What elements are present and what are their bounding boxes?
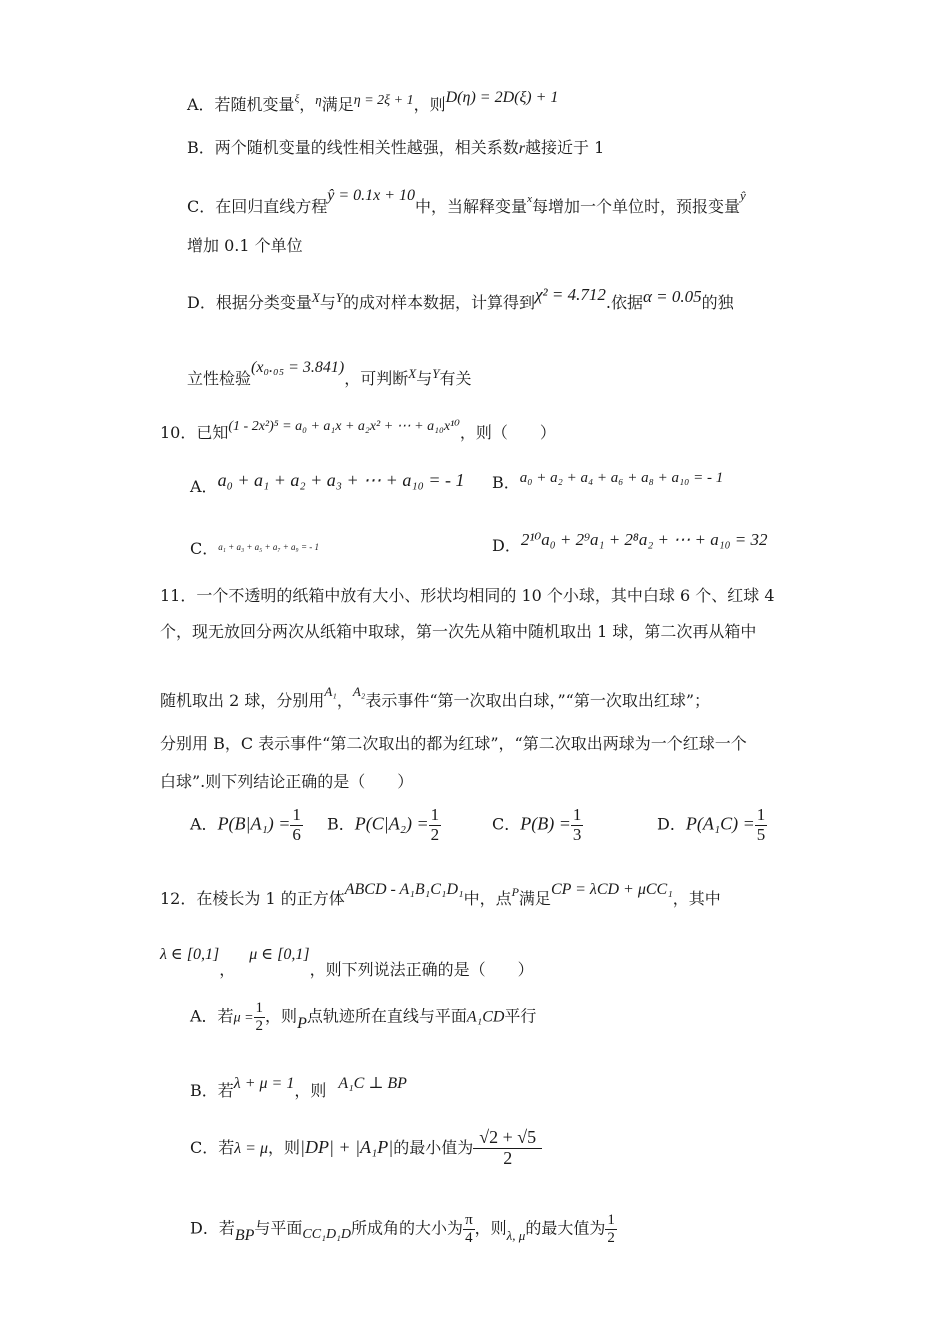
q9-a-label: A．若随机变量 — [187, 95, 295, 114]
q10-option-b — [492, 470, 723, 493]
q11-c-fraction — [571, 806, 584, 844]
q9-d-yu2: 与 — [416, 369, 433, 388]
q10-b-expr: a₀ + a₂ + a₄ + a₆ + a₈ + a₁₀ = - 1 — [519, 470, 724, 486]
q9-option-a — [187, 88, 558, 115]
q12-a-t1: ，则 — [265, 1006, 298, 1026]
q11-option-d — [657, 806, 767, 844]
q12-d-label: D．若 — [190, 1218, 235, 1238]
q12-line2-sep: ， — [219, 960, 236, 979]
q9-d-x: X — [311, 290, 320, 305]
q12-c-expr: |DP| + |A₁P| — [300, 1136, 394, 1157]
q12-a-fraction — [254, 1000, 266, 1034]
q9-d-line2a: 立性检验 — [187, 369, 252, 388]
q12-option-b — [190, 1070, 407, 1100]
q12-c-t1: ，则 — [268, 1137, 301, 1157]
q9-d-chi: χ² = 4.712 — [535, 285, 606, 304]
q11-c-lhs: P(B) = — [520, 813, 571, 834]
q11-option-c — [492, 806, 583, 844]
q11-a-den: 6 — [292, 824, 301, 844]
q9-d-line2 — [187, 358, 472, 389]
q11-d-lhs: P(A₁C) = — [685, 813, 755, 834]
q10-stem — [160, 418, 556, 443]
q12-c-cond: λ = μ — [234, 1139, 269, 1157]
q12-option-c — [190, 1128, 542, 1169]
q12-b-t1: ，则 — [294, 1081, 327, 1100]
q9-d-critical: (x₀.₀₅ = 3.841) — [251, 359, 345, 376]
q10-option-d — [492, 530, 768, 556]
q11-d-den: 5 — [756, 824, 766, 844]
q9-d-x2: X — [408, 366, 417, 381]
q9-a-equation: η = 2ξ + 1 — [353, 93, 414, 108]
q12-line2 — [160, 944, 534, 979]
q10-a-label: A． — [190, 477, 218, 496]
q12-mu-range: μ ∈ [0,1] — [249, 946, 310, 963]
q12-c-num: √2 + √5 — [473, 1128, 542, 1149]
q12-stem2: 中，点 — [463, 889, 512, 908]
q10-b-label: B． — [492, 473, 520, 492]
q9-c-line2: 增加 0.1 个单位 — [187, 236, 303, 255]
q12-cube: ABCD - A₁B₁C₁D₁ — [344, 881, 464, 898]
q11-b-num: 1 — [430, 805, 440, 824]
q11-c-num: 1 — [572, 805, 582, 824]
q9-d-line2b: ，可判断 — [344, 369, 409, 388]
q11-a-label: A． — [190, 814, 218, 834]
q11-c-den: 3 — [572, 824, 582, 844]
q11-line3 — [160, 684, 710, 711]
q11-a1: A₁ — [324, 684, 337, 699]
q9-d-text4: 的独 — [701, 293, 734, 312]
q11-a-lhs: P(B|A₁) = — [217, 813, 291, 834]
q10-a-expr: a₀ + a₁ + a₂ + a₃ + ⋯ + a₁₀ = - 1 — [217, 470, 465, 490]
q10-expansion: (1 - 2x²)⁵ = a₀ + a₁x + a₂x² + ⋯ + a₁₀x¹⁰ — [228, 419, 460, 434]
q9-d-text2: 的成对样本数据，计算得到 — [343, 293, 536, 312]
q11-b-fraction — [429, 806, 442, 844]
q12-a-den: 2 — [255, 1017, 264, 1034]
q9-c-x: x — [527, 193, 532, 205]
q12-d-fraction-pi — [463, 1212, 475, 1246]
q12-d-den: 4 — [465, 1229, 473, 1246]
q10-option-a — [190, 470, 464, 497]
q9-d-y: Y — [335, 290, 344, 305]
q12-a-p: P — [297, 1014, 307, 1032]
q12-a-t2: 点轨迹所在直线与平面 — [306, 1006, 467, 1026]
q9-a-eta: η — [315, 92, 322, 107]
q11-comma: ， — [336, 691, 353, 710]
q12-stem3: 满足 — [518, 889, 551, 908]
q9-a-then: ，则 — [413, 95, 446, 114]
q9-d-alpha: α = 0.05 — [642, 287, 702, 306]
q9-c-equation: ŷ = 0.1x + 10 — [327, 187, 416, 204]
q11-line4: 分别用 B，C 表示事件“第二次取出的都为红球”，“第二次取出两球为一个红球一个 — [160, 734, 747, 753]
q12-d-den2: 2 — [607, 1229, 615, 1246]
q9-c-text: C．在回归直线方程 — [187, 197, 328, 216]
q9-a-result: D(η) = 2D(ξ) + 1 — [445, 89, 559, 106]
q12-d-t2: 所成角的大小为 — [351, 1218, 464, 1238]
q12-p: P — [511, 885, 519, 899]
q12-option-d — [190, 1212, 617, 1246]
q12-vector: CP = λCD + μCC₁ — [550, 881, 673, 898]
q12-d-t1: 与平面 — [254, 1218, 303, 1238]
q11-option-a — [190, 806, 303, 844]
q11-line1: 11．一个不透明的纸箱中放有大小、形状均相同的 10 个小球，其中白球 6 个、红球 4 — [160, 586, 775, 605]
q12-a-label: A．若 — [190, 1006, 234, 1026]
q12-d-t4: 的最大值为 — [525, 1218, 606, 1238]
q9-c-text3: 每增加一个单位时，预报变量 — [531, 197, 740, 216]
q12-d-lambda-mu: λ, μ — [506, 1227, 526, 1243]
q12-d-t3: ，则 — [474, 1218, 507, 1238]
q12-line2c: ，则下列说法正确的是（ ） — [309, 960, 534, 979]
q9-a-sep: ， — [299, 95, 316, 114]
q10-stem2: ，则（ ） — [459, 423, 556, 442]
q9-option-c — [187, 186, 746, 217]
q12-a-num: 1 — [255, 1000, 264, 1016]
q10-d-expr: 2¹⁰a₀ + 2⁹a₁ + 2⁸a₂ + ⋯ + a₁₀ = 32 — [520, 530, 768, 549]
q12-d-num2: 1 — [607, 1212, 615, 1228]
q12-d-bp: BP — [234, 1226, 255, 1244]
q12-stem — [160, 880, 721, 909]
q9-a-mid: 满足 — [321, 95, 354, 114]
q12-a-cond: μ = — [233, 1010, 254, 1026]
q12-d-plane: CC₁D₁D — [302, 1226, 352, 1242]
q9-d-y2: Y — [432, 366, 440, 381]
q9-d-text: D．根据分类变量 — [187, 293, 312, 312]
q12-a-t3: 平行 — [504, 1006, 537, 1026]
q10-c-label: C． — [190, 539, 219, 558]
q12-c-fraction — [473, 1128, 542, 1169]
q12-option-a — [190, 1000, 536, 1034]
q12-b-cond: λ + μ = 1 — [233, 1075, 295, 1092]
q12-d-num: π — [465, 1212, 473, 1228]
q11-line5: 白球”.则下列结论正确的是（ ） — [160, 772, 414, 791]
q9-a-xi: ξ — [294, 93, 300, 105]
q11-line2: 个，现无放回分两次从纸箱中取球，第一次先从箱中随机取出 1 球，第二次再从箱中 — [160, 622, 757, 641]
q9-d-yu: 与 — [319, 293, 336, 312]
q11-line3b: 表示事件“第一次取出白球，”“第一次取出红球”； — [365, 691, 711, 710]
q11-option-b — [327, 806, 441, 844]
q9-option-d — [187, 284, 734, 313]
q9-d-text3: .依据 — [605, 293, 643, 312]
q9-c-yhat: ŷ — [739, 188, 746, 203]
q11-c-label: C． — [492, 814, 521, 834]
q9-d-line2c: 有关 — [439, 369, 472, 388]
q12-a-plane: A₁CD — [466, 1008, 505, 1026]
q11-b-lhs: P(C|A₂) = — [354, 813, 429, 834]
q9-c-text2: 中，当解释变量 — [415, 197, 528, 216]
q10-option-c — [190, 536, 319, 559]
q11-b-den: 2 — [430, 824, 440, 844]
q11-a-fraction — [290, 806, 303, 844]
q11-d-fraction — [755, 806, 768, 844]
q12-c-den: 2 — [503, 1147, 513, 1168]
q9-option-b — [187, 138, 604, 159]
q12-b-label: B．若 — [190, 1081, 234, 1100]
q12-c-t2: 的最小值为 — [393, 1137, 474, 1157]
q10-d-label: D． — [492, 536, 521, 555]
q11-line3a: 随机取出 2 球，分别用 — [160, 691, 325, 710]
q11-a-num: 1 — [292, 805, 301, 824]
q10-c-expr: a₁ + a₃ + a₅ + a₇ + a₉ = - 1 — [218, 542, 320, 552]
q12-d-fraction-half — [605, 1212, 617, 1246]
q12-stem1: 12．在棱长为 1 的正方体 — [160, 889, 345, 908]
q11-d-num: 1 — [756, 805, 766, 824]
q11-a2: A₂ — [352, 684, 366, 699]
q12-b-result: A₁C ⊥ BP — [338, 1075, 407, 1092]
q9-b-r: r — [518, 140, 525, 157]
q10-stem1: 10．已知 — [160, 423, 229, 442]
q12-stem4: ，其中 — [672, 889, 721, 908]
q11-d-label: D． — [657, 814, 686, 834]
q12-lambda-range: λ ∈ [0,1] — [160, 946, 220, 963]
q12-c-label: C．若 — [190, 1137, 235, 1157]
q9-b-text2: 越接近于 1 — [525, 138, 605, 157]
q9-b-text: B．两个随机变量的线性相关性越强，相关系数 — [187, 138, 519, 157]
q11-b-label: B． — [327, 814, 355, 834]
